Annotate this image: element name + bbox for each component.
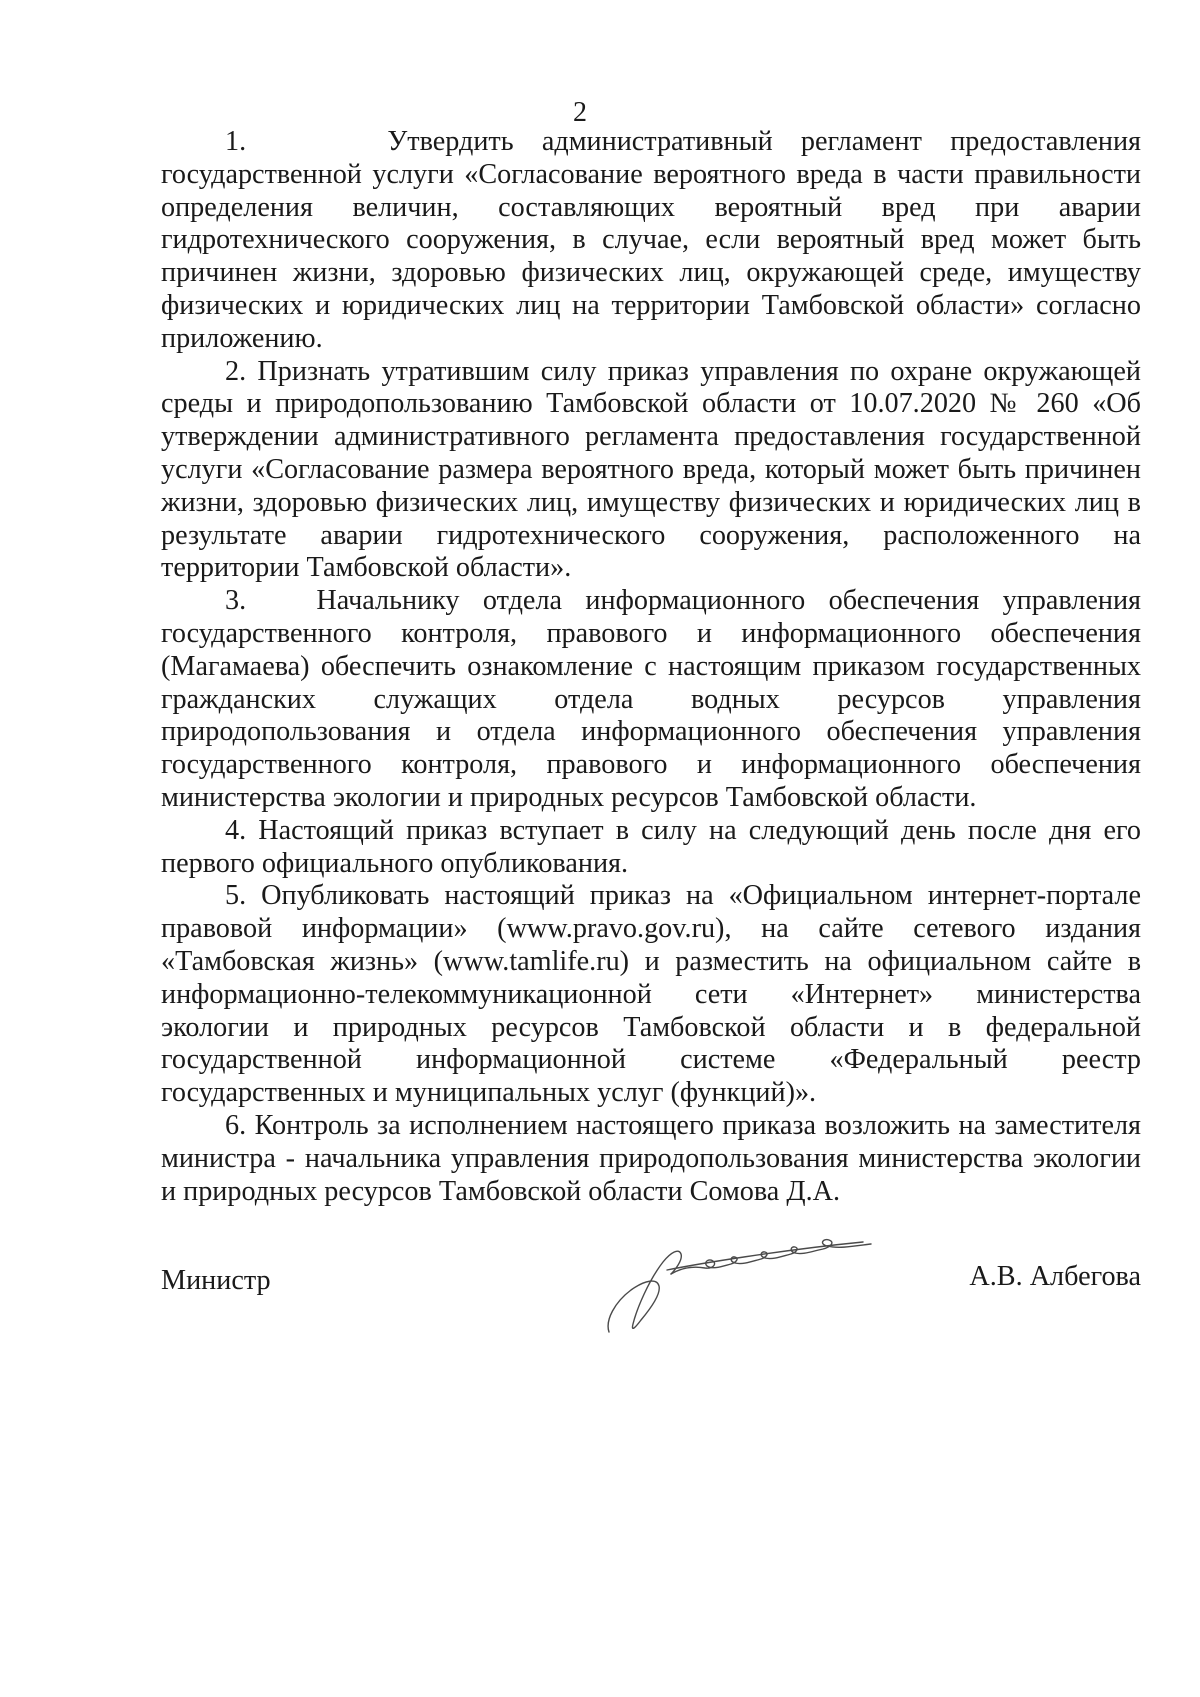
order-body [161, 126, 1141, 1208]
handwritten-signature [601, 1220, 901, 1340]
paragraph-6: 6. Контроль за исполнением настоящего приказа возложить на заместителя министра - начальника управления природопользования министерства экологии и природных ресурсов Тамбовской области Сомова Д.А. [161, 1109, 1141, 1207]
page-number: 2 [573, 97, 587, 128]
paragraph-1: 1. Утвердить административный регламент предоставления государственной услуги «Согласование вероятного вреда в части правильности определения величин, составляющих вероятный вред при аварии гидротехнического сооружения, в случае, если вероятный вред может быть причинен жизни, здоровью физических лиц, окружающей среде, имуществу физических и юридических лиц на территории Тамбовской области» согласно приложению. [161, 126, 1141, 354]
signer-position: Министр [161, 1265, 271, 1296]
paragraph-3: 3. Начальнику отдела информационного обеспечения управления государственного контроля, правового и информационного обеспечения (Магамаева) обеспечить ознакомление с настоящим приказом государственных гражданских служащих отдела водных ресурсов управления природопользования и отдела информационного обеспечения управления государственного контроля, правового и информационного обеспечения министерства экологии и природных ресурсов Тамбовской области. [161, 585, 1141, 813]
paragraph-5: 5. Опубликовать настоящий приказ на «Официальном интернет-портале правовой информации» (www.pravo.gov.ru), на сайте сетевого издания «Тамбовская жизнь» (www.tamlife.ru) и разместить на официальном сайте в информационно-телекоммуникационной сети «Интернет» министерства экологии и природных ресурсов Тамбовской области и в федеральной государственной информационной системе «Федеральный реестр государственных и муниципальных услуг (функций)». [161, 880, 1141, 1109]
signature-block [161, 1220, 1141, 1340]
signer-name: А.В. Албегова [969, 1261, 1141, 1292]
paragraph-2: 2. Признать утратившим силу приказ управления по охране окружающей среды и природопользованию Тамбовской области от 10.07.2020 № 260 «Об утверждении административного регламента предоставления государственной услуги «Согласование размера вероятного вреда, который может быть причинен жизни, здоровью физических лиц, имуществу физических и юридических лиц в результате аварии гидротехнического сооружения, расположенного на территории Тамбовской области». [161, 355, 1141, 584]
paragraph-4: 4. Настоящий приказ вступает в силу на следующий день после дня его первого официального опубликования. [161, 814, 1141, 879]
